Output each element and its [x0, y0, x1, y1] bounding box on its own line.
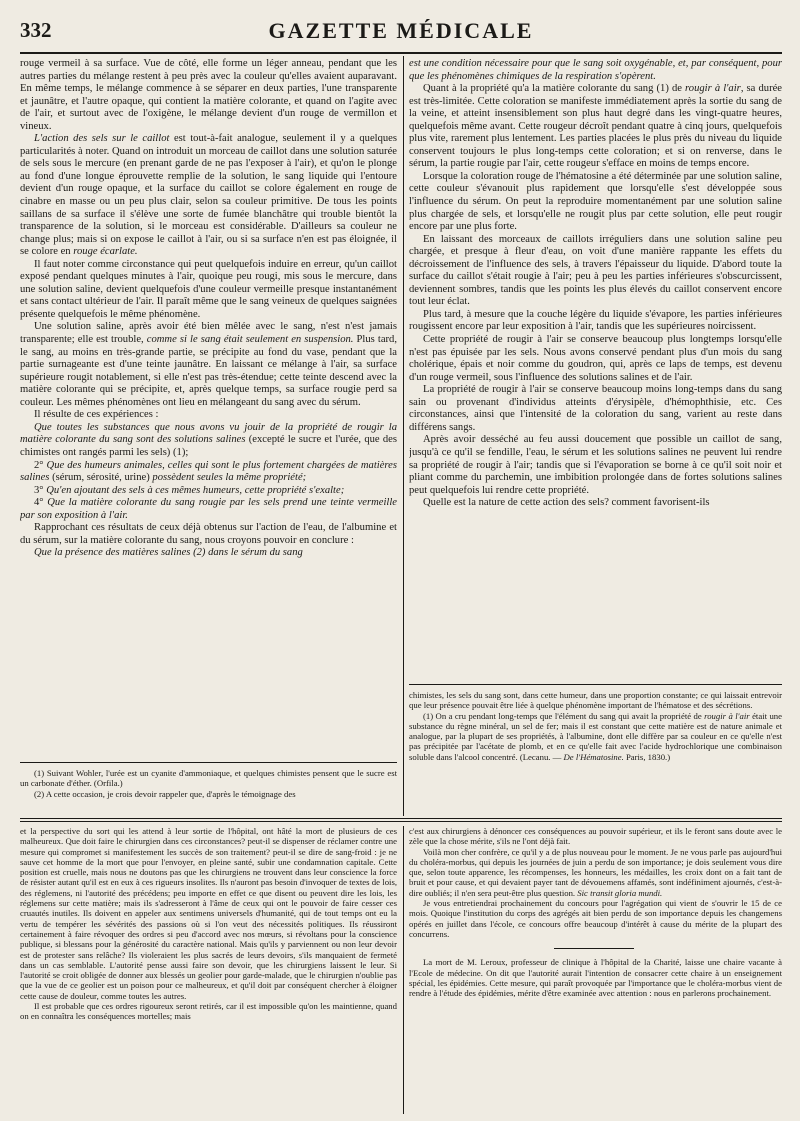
journal-title: GAZETTE MÉDICALE [268, 18, 534, 43]
result-item: 2° Que des humeurs animales, celles qui sont le plus fortement chargées de matières salines (sérum, sérosité, urine) possèdent seules la même propriété; [20, 459, 397, 484]
paragraph: Il résulte de ces expériences : [34, 409, 159, 421]
paragraph: Que la présence des matières salines (2) dans le sérum du sang [34, 547, 303, 559]
column-divider [403, 826, 404, 1114]
footnotes-left [20, 768, 397, 810]
paragraph: Une solution saline, après avoir été bien mêlée avec le sang, n'est n'est jamais transparente; elle est trouble, comme si le sang était seulement en suspension. Plus tard, le sang, au moins en très-grande partie, se précipite au fond du vase, pendant que la partie surnageante est d'une teinte jaunâtre. En laissant ce mélange à l'air, sa surface supérieure rougit notablement, si elle n'est pas très-étendue; cette teinte descend avec la matière colorante qui se précipite, et, après quelque temps, sa surface rougie perd sa couleur. Les mêmes phénomènes ont lieu en mélangeant du sang avec du sérum. [20, 321, 397, 408]
column-divider [403, 56, 404, 816]
result-item: Que toutes les substances que nous avons vu jouir de la propriété de rougir la matière colorante du sang sont des solutions salines (excepté le sucre et l'urée, que des chimistes ont rangés parmi les sels) (1); [20, 421, 397, 458]
paragraph: La propriété de rougir à l'air se conserve beaucoup moins long-temps dans du sang sain ou provenant d'individus atteints d'érysipèle, d'hémophthisie, etc. Ces circonstances, ainsi que l'intensité de la coloration du sang, varient au reste dans différens sangs. [409, 384, 782, 433]
page-header [20, 14, 782, 54]
paragraph: Plus tard, à mesure que la couche légère du liquide s'évapore, les parties inférieures rougissent encore par leur exposition à l'air, tandis que les supérieures noircissent. [409, 308, 782, 333]
footnote-rule [409, 684, 782, 685]
footnote: (1) On a cru pendant long-temps que l'élément du sang qui avait la propriété de rougir à l'air était une substance du règne minéral, un sel de fer; mais il est constant que cette matière est de nature animale et analogue, par la plupart de ses propriétés, à l'albumine, dont elle diffère par sa couleur en ce qu'elle n'est pas précipitée par l'acétate de plomb, et en ce qu'elle fait avec l'acide hydrochlorique une combinaison soluble dans l'alcool concentré. (Lecanu. — De l'Hématosine. Paris, 1830.) [409, 710, 782, 762]
letter-right-column [409, 826, 782, 1116]
paragraph: Quelle est la nature de cette action des sels? comment favorisent-ils [423, 497, 710, 509]
paragraph: Lorsque la coloration rouge de l'hématosine a été déterminée par une solution saline, cette couleur s'évanouit plus rapidement que lorsqu'elle s'est développée sous l'influence du sérum. On peut la reproduire momentanément par une solution saline plus chargée de sels, et lorsqu'elle ne rougit plus par cette solution, elle peut rougir encore par une plus forte. [409, 170, 782, 233]
letter-left-column [20, 826, 397, 1116]
article-right-column [409, 58, 782, 680]
footnote: (1) Suivant Wohler, l'urée est un cyanite d'ammoniaque, et quelques chimistes pensent que le sucre est un carbonate d'éther. (Orfila.) [20, 768, 397, 789]
paragraph: Il est probable que ces ordres rigoureux seront retirés, car il est impossible qu'on les maintienne, quand on en connaîtra les conséquences mortelles; mais [20, 1001, 397, 1022]
paragraph: est une condition nécessaire pour que le sang soit oxygénable, et, par conséquent, pour que les phénomènes chimiques de la respiration s'opèrent. [409, 58, 782, 82]
paragraph: Rapprochant ces résultats de ceux déjà obtenus sur l'action de l'eau, de l'albumine et du sérum, sur la matière colorante du sang, nous croyons pouvoir en conclure : [20, 522, 397, 546]
footnote: chimistes, les sels du sang sont, dans cette humeur, dans une proportion constante; ce qui laissait entrevoir que leur présence pouvait être liée à quelque phénomène important de l'hématose et des sécrétions. [409, 690, 782, 711]
paragraph: c'est aux chirurgiens à dénoncer ces conséquences au pouvoir supérieur, et ils le feront sans doute avec le zèle que la chose mérite, s'ils ne l'ont déjà fait. [409, 826, 782, 847]
paragraph: Il faut noter comme circonstance qui peut quelquefois induire en erreur, qu'un caillot exposé pendant quelques minutes à l'air, quoique peu rougi, mis sous le mercure, dans une solution saline, devient quelquefois d'une couleur vermeille presque instantanément et sans contact ultérieur de l'air. Il paraît même que le sang veineux de quelques saignées présente quelquefois le même phénomène. [20, 258, 397, 320]
section-divider [20, 818, 782, 819]
result-item: 4° Que la matière colorante du sang rougie par les sels prend une teinte vermeille par son exposition à l'air. [20, 497, 397, 521]
paragraph: Après avoir desséché au feu aussi doucement que possible un caillot de sang, jusqu'à ce qu'il se fendille, l'eau, le sérum et les solutions salines ne peuvent lui rendre sa propriété de rougir à l'air; tandis que si l'évaporation se borne à ce qu'il soit noir et pliant comme du parchemin, une imbibition prolongée dans de fortes solutions salines peut quelquefois lui rendre cette propriété. [409, 434, 782, 496]
separator-rule [554, 948, 634, 949]
page-number: 332 [20, 18, 52, 42]
footnotes-right [409, 690, 782, 814]
article-left-column [20, 58, 397, 758]
footnote: (2) A cette occasion, je crois devoir rappeler que, d'après le témoignage des [34, 788, 296, 799]
paragraph: En laissant des morceaux de caillots irréguliers dans une solution saline peu chargée, et presque à fleur d'eau, on voit d'une manière rappante les effets du décroissement de l'influence des sels, à travers l'épaisseur du liquide. D'abord toute la surface du caillot s'était rougie à l'air; peu à peu les parties inférieures s'obscurcissent, deviennent sombres, tandis que les points les plus élevés du caillot conservent encore tout leur éclat. [409, 233, 782, 308]
paragraph: Je vous entretiendrai prochainement du concours pour l'agrégation qui vient de s'ouvrir le 15 de ce mois. Quoique l'institution du corps des agrégés ait bien perdu de son importance depuis les changemens opérés en juillet dans l'école, ce concours offre beaucoup d'intérêt à cause du mérite de la plupart des concurrens. [409, 898, 782, 939]
paragraph: Quant à la propriété qu'a la matière colorante du sang (1) de rougir à l'air, sa durée est très-limitée. Cette coloration se manifeste immédiatement après la sortie du sang de la veine, et atteint insensiblement son plus haut degré dans les vingt-quatre heures, quelquefois même avant. Cette rougeur décroît pendant quatre à cinq jours, quelquefois plus vite, rarement plus lentement. Les parties placées le plus près du niveau du liquide conservent toujours le plus long-temps cette coloration; et si on renverse, dans le sérum, la partie rougie par l'air, cette rougeur s'efface en moins de temps encore. [409, 83, 782, 170]
paragraph: La mort de M. Leroux, professeur de clinique à l'hôpital de la Charité, laisse une chaire vacante à l'Ecole de médecine. On dit que l'autorité aurait l'intention de consacrer cette chaire à un enseignement spécial, les épidémies. Cette mesure, qui paraît provoquée par l'importance que le choléra-morbus vient de rendre à l'étude des épidémies, mérite d'être examinée avec attention : nous en parlerons prochainement. [409, 957, 782, 999]
result-item: 3° Qu'en ajoutant des sels à ces mêmes humeurs, cette propriété s'exalte; [34, 484, 345, 496]
footnote-rule [20, 762, 397, 763]
paragraph: Voilà mon cher confrère, ce qu'il y a de plus nouveau pour le moment. Je ne vous parle pas aujourd'hui du choléra-morbus, qui depuis les journées de juin a perdu de son importance; je dois seulement vous dire que, selon toute apparence, les récompenses, les honneurs, les médailles, les croix dont on a fait tant de bruit et pour cause, et qui devaient payer tant de dévouemens affamés, sont indéfiniment ajournés, c'est-à-dire oubliés; il n'en sera peut-être plus question. Sic transit gloria mundi. [409, 846, 782, 898]
section-divider [20, 821, 782, 822]
paragraph: Cette propriété de rougir à l'air se conserve beaucoup plus longtemps lorsqu'elle n'est pas épuisée par les sels. Nous avons conservé pendant plus d'un mois du sang cholérique, épais et noir comme du goudron, qui, après ce laps de temps, est devenu d'un rouge vermeil, sous l'influence des solutions salines et de l'air. [409, 334, 782, 383]
paragraph: et la perspective du sort qui les attend à leur sortie de l'hôpital, ont hâté la mort de plusieurs de ces malheureux. Que doit faire le chirurgien dans ces circonstances? peut-il se dispenser de réclamer contre une mesure qui compromet si manifestement les succès de son traitement? peut-il se dire de sang-froid : je ne sauve cet homme de la mort que pour l'envoyer, en pleine santé, subir une condamnation capitale. Cette position est cruelle, mais nous ne doutons pas que les chirurgiens ne trouvent dans leur conscience la force de résister autant qu'il est en eux à ces rigueurs insolites. Ils n'auront pas besoin d'invoquer de textes de lois, des réglemens, ni l'autorité des précédens; peu importe en effet ce que disent ou peuvent dire les lois, les réglemens sur cette matière; mais ils s'adresseront à l'âme de ceux qui ont le pouvoir de faire cesser ces cruautés inutiles. Ils doivent en appeler aux sentimens universels d'humanité, qui de tout temps ont eu la vertu de tempérer les sévérités des passions où si l'on veut des nécessités politiques. Ils réussiront certainement à faire révoquer des ordres si peu d'accord avec nos mœurs, si révoltans pour la conscience publique, si blessans pour la générosité du caractère national. Mais qu'ils y parviennent ou non leur devoir est de protester sans relâche? Ils violeraient les plus sacrés de leurs devoirs, s'ils manquaient de fermeté dans un cas semblable. L'autorité pense aussi faire son devoir, que les chirurgiens laissent le leur. Si l'autorité se croit obligée de donner aux blessés un geolier pour garde-malade, que le chirurgien n'oublie pas que la vue de ce geolier est un poison pour ce malheureux, et qu'il doit par conséquent chercher à éloigner cette cause de douleur, comme toutes les autres. [20, 826, 397, 1001]
paragraph: L'action des sels sur le caillot est tout-à-fait analogue, seulement il y a quelques particularités à noter. Quand on introduit un morceau de caillot dans une solution saturée de sels sous le mercure (en prenant garde de ne pas l'exposer à l'air), et qu'on le plonge au fond d'une longue éprouvette remplie de la solution, le sang liquide qui l'entoure devient d'un rouge opaque, et la surface du caillot se colore également en rouge de cinabre en masse ou un peu plus clair, selon sa couleur primitive. De tous les points saillans de sa surface il s'élève une sorte de fumée blanchâtre qui trouble bientôt la transparence de la solution, si le morceau est considérable. D'ailleurs sa couleur ne change plus; mais si on expose le caillot à l'air, ou si sa surface n'en est pas éloignée, il se colore en rouge écarlate. [20, 133, 397, 258]
paragraph: rouge vermeil à sa surface. Vue de côté, elle forme un léger anneau, pendant que les autres parties du mélange restent à peu près avec la couleur qu'elles avaient auparavant. En même temps, le mélange commence à se séparer en deux parties, l'une transparente et jaunâtre, et l'autre opaque, qui contient la matière colorante, et quand on l'agite avec de l'air, et surtout avec de l'oxigène, le mélange devient d'un rouge de vermillon et vineux. [20, 58, 397, 132]
